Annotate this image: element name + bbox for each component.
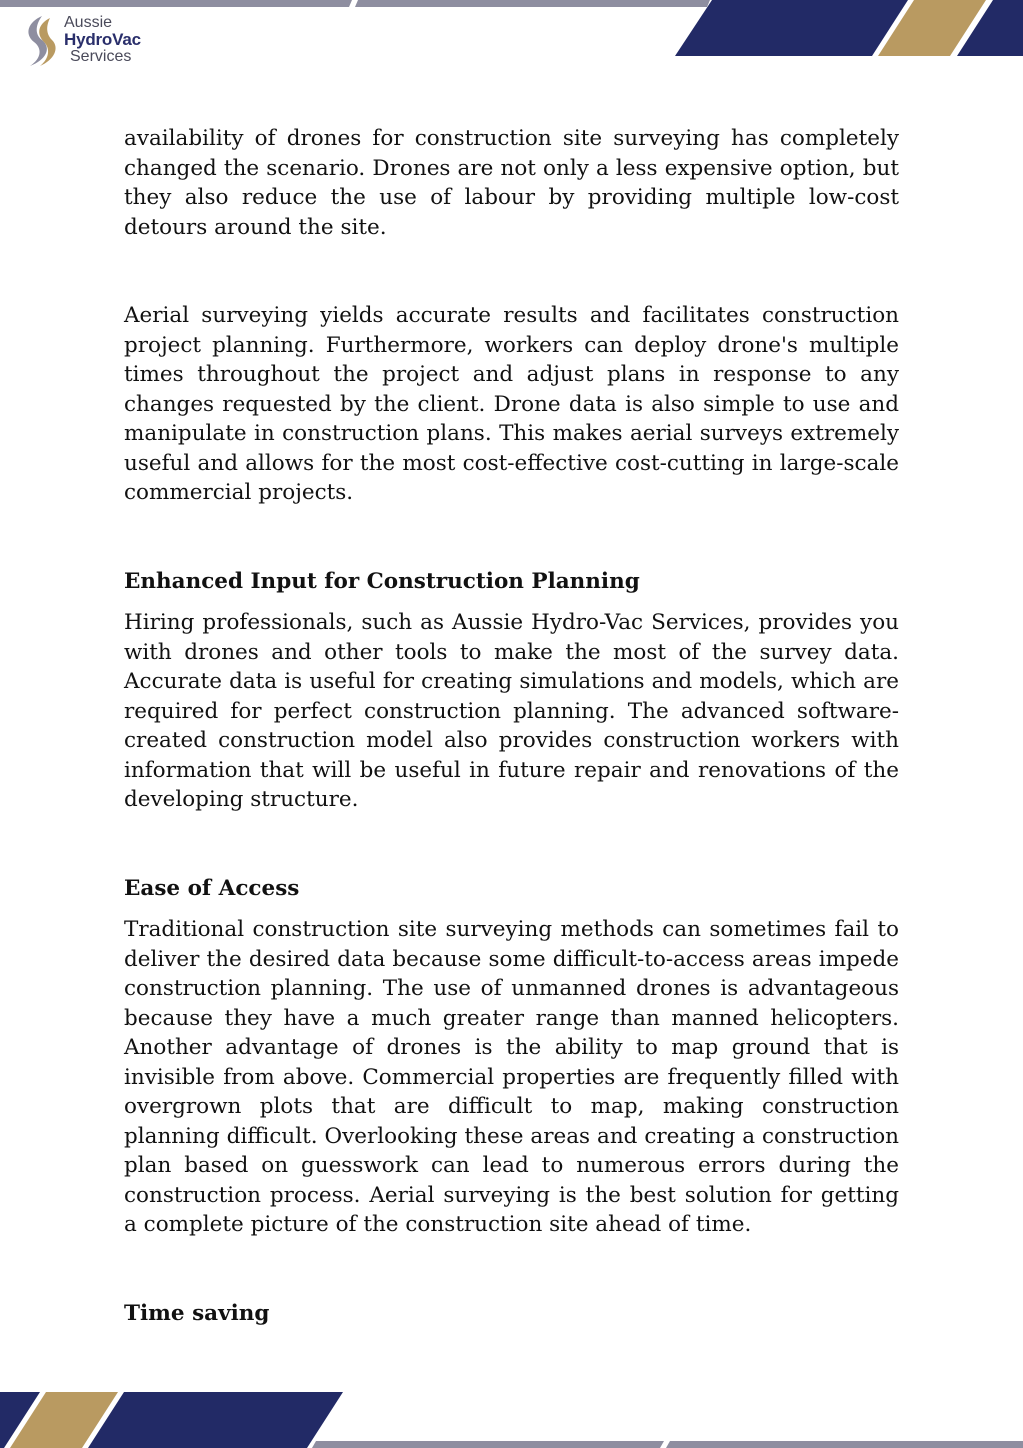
logo-wordmark <box>64 14 141 65</box>
heading-ease-of-access: Ease of Access <box>124 875 300 901</box>
paragraph-drones-availability: availability of drones for construction site surveying has completely changed the scenario. Drones are not only a less expensive option, but they also reduce the use of labour by providing multiple low-cost detours around the site. <box>124 126 899 240</box>
logo-line-services: Services <box>70 48 132 65</box>
top-gray-bar-right <box>355 0 710 7</box>
swoosh-icon <box>20 14 62 68</box>
top-gray-bar-left <box>0 0 352 7</box>
logo-line-aussie: Aussie <box>64 14 113 31</box>
document-body <box>124 124 899 1340</box>
bottom-gray-bar-right <box>666 1441 1023 1448</box>
company-logo <box>20 12 160 70</box>
bottom-navy-stripe-2 <box>88 1392 343 1448</box>
paragraph-aerial-surveying: Aerial surveying yields accurate results and facilitates construction project planning. Furthermore, workers can deploy drone's multiple times throughout the project and adjust plans in response to any changes requested by the client. Drone data is also simple to use and manipulate in construction plans. This makes aerial surveys extremely useful and allows for the most cost-effective cost-cutting in large-scale commercial projects. <box>124 303 899 505</box>
heading-enhanced-input: Enhanced Input for Construction Planning <box>124 568 640 594</box>
paragraph-ease-of-access: Traditional construction site surveying methods can sometimes fail to deliver the desired data because some difficult-to-access areas impede construction planning. The use of unmanned drones is advantageous because they have a much greater range than manned helicopters. Another advantage of drones is the ability to map ground that is invisible from above. Commercial properties are frequently filled with overgrown plots that are difficult to map, making construction planning difficult. Overlooking these areas and creating a construction plan based on guesswork can lead to numerous errors during the construction process. Aerial surveying is the best solution for getting a complete picture of the construction site ahead of time. <box>124 917 899 1237</box>
paragraph-enhanced-input: Hiring professionals, such as Aussie Hydro-Vac Services, provides you with drones and other tools to make the most of the survey data. Accurate data is useful for creating simulations and models, which are required for perfect construction planning. The advanced software-created construction model also provides construction workers with information that will be useful in future repair and renovations of the developing structure. <box>124 610 899 812</box>
heading-time-saving: Time saving <box>124 1300 270 1326</box>
top-navy-stripe-1 <box>675 0 908 56</box>
bottom-gray-bar-left <box>312 1441 664 1448</box>
logo-line-hydrovac: HydroVac <box>64 30 141 49</box>
